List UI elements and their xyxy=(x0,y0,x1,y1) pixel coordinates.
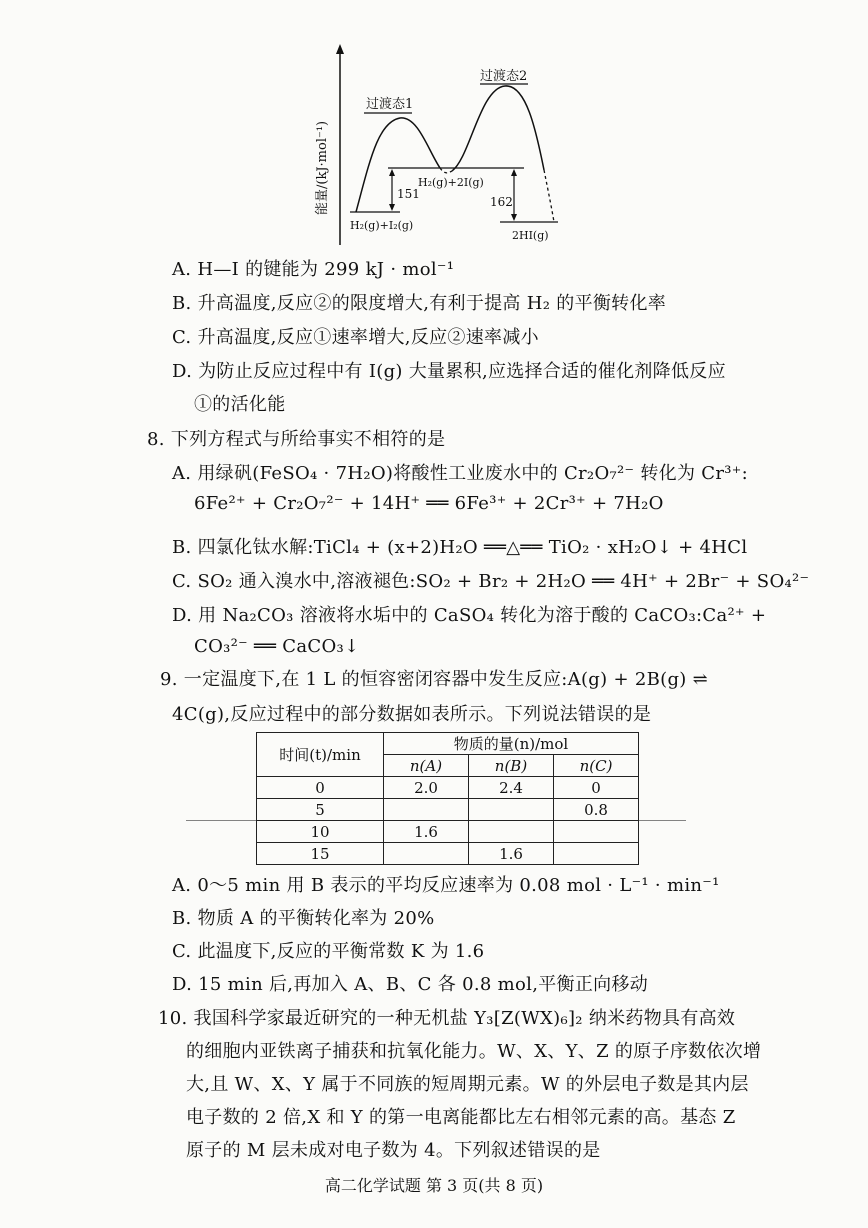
table-cell: 5 xyxy=(257,799,384,821)
q8-option-a-line1: A. 用绿矾(FeSO₄ · 7H₂O)将酸性工业废水中的 Cr₂O₇²⁻ 转化为 Cr³⁺: xyxy=(172,463,748,484)
col-header-c: n(C) xyxy=(554,755,639,777)
ts2-label: 过渡态2 xyxy=(480,69,528,84)
table-cell: 0 xyxy=(554,777,639,799)
table-cell xyxy=(554,821,639,843)
table-row xyxy=(257,843,639,865)
gap1-arrow-head-down xyxy=(389,204,395,211)
amount-header: 物质的量(n)/mol xyxy=(384,733,639,755)
gap1-label: 151 xyxy=(397,187,420,201)
table-row xyxy=(257,821,639,843)
table-cell xyxy=(469,799,554,821)
table-cell xyxy=(469,821,554,843)
gap2-arrow-head-down xyxy=(511,214,517,221)
q7-option-d-line2: ①的活化能 xyxy=(194,394,286,415)
q8-option-a-line2: 6Fe²⁺ + Cr₂O₇²⁻ + 14H⁺ ══ 6Fe³⁺ + 2Cr³⁺ + 7H₂O xyxy=(194,493,664,514)
table-cell: 2.0 xyxy=(384,777,469,799)
q8-option-c: C. SO₂ 通入溴水中,溶液褪色:SO₂ + Br₂ + 2H₂O ══ 4H⁺ + 2Br⁻ + SO₄²⁻ xyxy=(172,571,810,592)
y-axis-arrow xyxy=(336,44,344,54)
q8-option-d-line1: D. 用 Na₂CO₃ 溶液将水垢中的 CaSO₄ 转化为溶于酸的 CaCO₃:Ca²⁺ + xyxy=(172,605,767,626)
q8-option-b: B. 四氯化钛水解:TiCl₄ + (x+2)H₂O ══△══ TiO₂ · xH₂O↓ + 4HCl xyxy=(172,537,748,558)
table-cell: 10 xyxy=(257,821,384,843)
ts1-label: 过渡态1 xyxy=(366,97,414,112)
q10-line1: 10. 我国科学家最近研究的一种无机盐 Y₃[Z(WX)₆]₂ 纳米药物具有高效 xyxy=(158,1008,736,1029)
q7-option-c: C. 升高温度,反应①速率增大,反应②速率减小 xyxy=(172,327,539,348)
page-footer: 高二化学试题 第 3 页(共 8 页) xyxy=(324,1176,544,1195)
energy-diagram xyxy=(300,40,600,250)
table-cell: 15 xyxy=(257,843,384,865)
q7-option-b: B. 升高温度,反应②的限度增大,有利于提高 H₂ 的平衡转化率 xyxy=(172,293,667,314)
table-cell xyxy=(384,843,469,865)
y-axis-label: 能量/(kJ·mol⁻¹) xyxy=(315,120,330,215)
q10-line5: 原子的 M 层未成对电子数为 4。下列叙述错误的是 xyxy=(186,1140,601,1161)
q9-stem-line1: 9. 一定温度下,在 1 L 的恒容密闭容器中发生反应:A(g) + 2B(g) ⇌ xyxy=(160,669,708,690)
gap2-label: 162 xyxy=(490,195,513,209)
q7-option-d-line1: D. 为防止反应过程中有 I(g) 大量累积,应选择合适的催化剂降低反应 xyxy=(172,361,726,382)
q8-option-d-line2: CO₃²⁻ ══ CaCO₃↓ xyxy=(194,636,360,657)
reaction-data-table xyxy=(256,732,639,865)
table-cell: 1.6 xyxy=(384,821,469,843)
table-cell: 1.6 xyxy=(469,843,554,865)
q10-line3: 大,且 W、X、Y 属于不同族的短周期元素。W 的外层电子数是其内层 xyxy=(186,1074,749,1095)
table-row xyxy=(257,777,639,799)
curve-path-2 xyxy=(440,168,452,173)
col-header-a: n(A) xyxy=(384,755,469,777)
mid-species-label: H₂(g)+2I(g) xyxy=(418,176,484,189)
gap2-arrow-head-up xyxy=(511,169,517,176)
curve-path-4 xyxy=(544,170,554,222)
right-species-label: 2HI(g) xyxy=(512,229,549,242)
table-cell: 0.8 xyxy=(554,799,639,821)
q7-option-a: A. H—I 的键能为 299 kJ · mol⁻¹ xyxy=(172,259,455,280)
table-cell: 0 xyxy=(257,777,384,799)
q9-option-b: B. 物质 A 的平衡转化率为 20% xyxy=(172,908,435,929)
q8-stem: 8. 下列方程式与所给事实不相符的是 xyxy=(147,429,446,450)
left-species-label: H₂(g)+I₂(g) xyxy=(350,219,414,232)
q10-line2: 的细胞内亚铁离子捕获和抗氧化能力。W、X、Y、Z 的原子序数依次增 xyxy=(186,1041,762,1062)
q9-option-a: A. 0～5 min 用 B 表示的平均反应速率为 0.08 mol · L⁻¹ · min⁻¹ xyxy=(172,875,720,896)
q10-line4: 电子数的 2 倍,X 和 Y 的第一电离能都比左右相邻元素的高。基态 Z xyxy=(186,1107,736,1128)
table-row xyxy=(257,799,639,821)
q9-option-c: C. 此温度下,反应的平衡常数 K 为 1.6 xyxy=(172,941,485,962)
q9-stem-line2: 4C(g),反应过程中的部分数据如表所示。下列说法错误的是 xyxy=(172,704,652,725)
table-cell xyxy=(554,843,639,865)
time-header: 时间(t)/min xyxy=(257,733,384,777)
table-cell xyxy=(384,799,469,821)
table-cell: 2.4 xyxy=(469,777,554,799)
col-header-b: n(B) xyxy=(469,755,554,777)
curve-path-3 xyxy=(452,86,544,171)
q9-option-d: D. 15 min 后,再加入 A、B、C 各 0.8 mol,平衡正向移动 xyxy=(172,974,649,995)
gap1-arrow-head-up xyxy=(389,169,395,176)
